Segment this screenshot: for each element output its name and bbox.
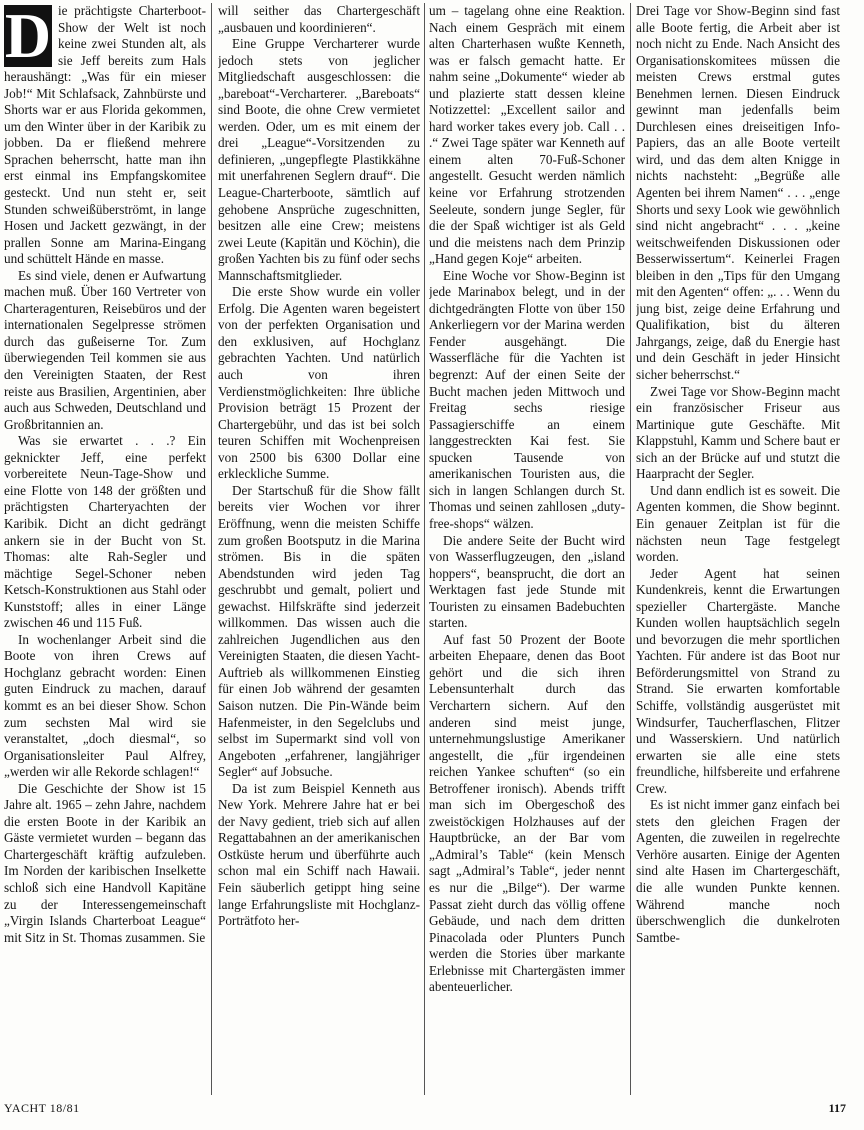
paragraph: Die Geschichte der Show ist 15 Jahre alt. 1965 – zehn Jahre, nachdem die ersten Boote in der Karibik an Gäste vermietet wurden – begann das Chartergeschäft kräftig aufzuleben. Im Norden der karibischen Inselkette schloß sich eine Handvoll Kapitäne zu der Interessengemeinschaft „Virgin Islands Charterboat League“ mit Sitz in St. Thomas zusammen. Sie [4, 780, 206, 945]
paragraph: Da ist zum Beispiel Kenneth aus New York. Mehrere Jahre hat er bei der Navy gedient, trieb sich auf allen Regattabahnen an der amerikanischen Ostküste herum und überführte auch schon mal ein Schiff nach Hawaii. Fein säuberlich getippt hing seine lange Erfahrungsliste mit Hochglanz-Porträtfoto her- [218, 780, 420, 929]
paragraph: Jeder Agent hat seinen Kundenkreis, kennt die Erwartungen spezieller Chartergäste. Manche Kunden wollen hauptsächlich segeln und bevorzugen die mehr sportlichen Yachten. Für andere ist das Boot nur Beförderungsmittel von Strand zu Strand. Sie erwarten komfortable Schiffe, vollständig ausgerüstet mit Windsurfer, Taucherflaschen, Flitzer und Wasserskiern. Und natürlich erwarten sie alle eine stets freundliche, hilfsbereite und erfahrene Crew. [636, 565, 840, 796]
drop-cap: D [4, 3, 52, 71]
column-4 [636, 3, 840, 1098]
column-3 [429, 3, 625, 1098]
paragraph: Zwei Tage vor Show-Beginn macht ein französischer Friseur aus Martinique gute Geschäfte. Mit Klappstuhl, Kamm und Schere baut er sich an der Brücke auf und stutzt die Haarpracht der Segler. [636, 383, 840, 482]
paragraph: Eine Gruppe Vercharterer wurde jedoch stets von jeglicher Mitgliedschaft ausgeschlossen: die „bareboat“-Vercharterer. „Bareboats“ sind Boote, die ohne Crew vermietet werden. Oder, um es mit einem der drei „League“-Vorsitzenden zu definieren, „ungepflegte Plastikkähne mit unerfahrenen Seglern drauf“. Die League-Charterboote, sämtlich auf gehobene Ansprüche zugeschnitten, besitzen alle eine Crew; meistens zwei Leute (Kapitän und Köchin), die großen Yachten bis zu fünf oder sechs Mannschaftsmitglieder. [218, 36, 420, 283]
paragraph: Was sie erwartet . . .? Ein geknickter Jeff, eine perfekt vorbereitete Neun-Tage-Show und eine Flotte von 148 der größten und prächtigsten Charteryachten der Karibik. Dicht an dicht gedrängt ankern sie in der Bucht von St. Thomas: alte Rah-Segler und mächtige Segel-Schoner neben Ketsch-Konstruktionen aus Stahl oder Kunststoff; alles in einer Länge zwischen 46 und 115 Fuß. [4, 433, 206, 631]
column-rule [630, 3, 631, 1095]
paragraph: Und dann endlich ist es soweit. Die Agenten kommen, die Show beginnt. Ein genauer Zeitplan ist für die nächsten neun Tage festgelegt worden. [636, 482, 840, 565]
page-number: 117 [828, 1101, 846, 1115]
paragraph: Eine Woche vor Show-Beginn ist jede Marinabox belegt, und in der dichtgedrängten Flotte von über 150 Ankerliegern vor der Marina werden Fender ausgehängt. Die Wasserfläche für die Yachten ist begrenzt: Auf der einen Seite der Bucht machen jeden Mittwoch und Freitag sechs riesige Passagierschiffe an einem langgestreckten Kai fest. Sie spucken Tausende von amerikanischen Touristen aus, die sich in langen Schlangen durch St. Thomas und seinen zahllosen „duty-free-shops“ wälzen. [429, 267, 625, 531]
paragraph: Der Startschuß für die Show fällt bereits vier Wochen vor ihrer Eröffnung, wenn die meisten Schiffe zum großen Bootsputz in die Marina strömen. Bis in die späten Abendstunden wird jeden Tag geschrubbt und gemalt, poliert und gewachst. Hilfskräfte sind jederzeit willkommen. Das wissen auch die zahlreichen Jugendlichen aus den Vereinigten Staaten, die diesen Yacht-Auftrieb als willkommenen Einstieg für einen Job während der gesamten Saison nutzen. Die Pin-Wände beim Hafenmeister, in den Segelclubs und selbst im Supermarkt sind voll von Angeboten „erfahrener, langjähriger Segler“ auf Jobsuche. [218, 482, 420, 780]
paragraph: Drei Tage vor Show-Beginn sind fast alle Boote fertig, die Arbeit aber ist noch nicht zu Ende. Nach Ansicht des Organisationskomitees müssen die meisten Crews erstmal gutes Benehmen lernen. Diesen Eindruck gewinnt man jedenfalls beim Durchlesen eines dreiseitigen Info-Papiers, das an alle Boote verteilt wird, und das dem alten Knigge in nichts nachsteht: „Begrüße alle Agenten bei ihrem Namen“ . . . „enge Shorts und sexy Look wie gewöhnlich sind nicht angebracht“ . . . „keine weitschweifenden Diskussionen oder Besserwissertum“. Keinerlei Fragen bleiben in den „Tips für den Umgang mit den Agenten“ offen: „. . . Wenn du jung bist, zeige deine Erfahrung und Qualifikation, bist du älteren Jahrgangs, zeige, daß du Energie hast und dein Geschäft in jeder Hinsicht sicher beherrschst.“ [636, 3, 840, 383]
column-rule [424, 3, 425, 1095]
paragraph: Auf fast 50 Prozent der Boote arbeiten Ehepaare, denen das Boot gehört und die sich ihren Lebensunterhalt durch das Verchartern sichern. Auf den anderen sind meist junge, unternehmungslustige Amerikaner angestellt, die „für irgendeinen reichen Yankee schuften“ (so ein Betroffener ironisch). Abends trifft man sich im Obergeschoß des zweistöckigen Holzhauses auf der Hauptbrücke, an der Bar vom „Admiral’s Table“ (kein Mensch sagt „Admiral’s Table“, jeder nennt es nur die „Bilge“). Der warme Passat zieht durch das völlig offene Gebäude, und nach dem dritten Pinacolada oder Plunters Punch werden die Stories über markante Erlebnisse mit Chartergästen immer abenteuerlicher. [429, 631, 625, 995]
paragraph: In wochenlanger Arbeit sind die Boote von ihren Crews auf Hochglanz gebracht worden: Einen guten Eindruck zu machen, darauf kommt es an bei dieser Show. Schon zum sechsten Mal wird sie veranstaltet, „doch diesmal“, so Organisationsleiter Paul Alfrey, „werden wir alle Rekorde schlagen!“ [4, 631, 206, 780]
paragraph: Die andere Seite der Bucht wird von Wasserflugzeugen, den „island hoppers“, beansprucht, die dort an Werktagen fast jede Stunde mit Touristen zu einsamen Badebuchten starten. [429, 532, 625, 631]
paragraph-text: ie prächtigste Charterboot-Show der Welt ist noch keine zwei Stunden alt, als sie Jeff bereits zum Hals heraushängt: „Was für ein mieser Job!“ Mit Schlafsack, Zahnbürste und Shorts war er aus Florida gekommen, um den Winter über in der Karibik zu jobben. Da er fließend mehrere Sprachen beherrscht, hatte man ihn erst einmal ins Empfangskomitee gesteckt. Und nun steht er, seit Stunden schweißüberströmt, in lange Hosen und Jackett gezwängt, in der prallen Sonne am Marina-Eingang und schüttelt Hände en masse. [4, 3, 206, 267]
column-2 [218, 3, 420, 1098]
page-footer [4, 1098, 860, 1118]
magazine-issue: YACHT 18/81 [4, 1101, 80, 1115]
paragraph [4, 3, 206, 268]
column-1 [4, 3, 206, 1098]
magazine-page [4, 3, 860, 1098]
paragraph: um – tagelang ohne eine Reaktion. Nach einem Gespräch mit einem alten Charterhasen wußte Kenneth, was er falsch gemacht hatte. Er nahm seine „Dokumente“ wieder ab und plazierte statt dessen kleine Notizzettel: „Excellent sailor and hard worker takes every job. Call . . .“ Zwei Tage später war Kenneth auf einem alten 70-Fuß-Schoner angestellt. Gesucht werden nämlich keine vor Erfahrung strotzenden Seeleute, sondern junge Segler, für die der Spaß wichtiger ist als Geld und die meistens nach dem Prinzip „Hand gegen Koje“ arbeiten. [429, 3, 625, 267]
column-rule [211, 3, 212, 1095]
paragraph: Es sind viele, denen er Aufwartung machen muß. Über 160 Vertreter von Charteragenturen, Reisebüros und der internationalen Segelpresse strömen durch das gußeiserne Tor. Zum überwiegenden Teil kommen sie aus den Vereinigten Staaten, der Rest reiste aus Brasilien, Argentinien, aber auch aus Schweden, Deutschland und Großbritannien an. [4, 267, 206, 432]
paragraph: Die erste Show wurde ein voller Erfolg. Die Agenten waren begeistert von der perfekten Organisation und den exklusiven, auf Hochglanz gebrachten Yachten. Und natürlich auch von ihren Verdienstmöglichkeiten: Ihre übliche Provision beträgt 15 Prozent der Chartergebühr, und das ist bei solch teuren Schiffen mit Wochenpreisen von 2500 bis 6300 Dollar eine erkleckliche Summe. [218, 284, 420, 482]
paragraph: Es ist nicht immer ganz einfach bei stets den gleichen Fragen der Agenten, die zuweilen in regelrechte Verhöre ausarten. Einige der Agenten sind alte Hasen im Chartergeschäft, die alle wunden Punkte kennen. Während manche noch überschwenglich die dunkelroten Samtbe- [636, 797, 840, 945]
paragraph: will seither das Chartergeschäft „ausbauen und koordinieren“. [218, 3, 420, 35]
